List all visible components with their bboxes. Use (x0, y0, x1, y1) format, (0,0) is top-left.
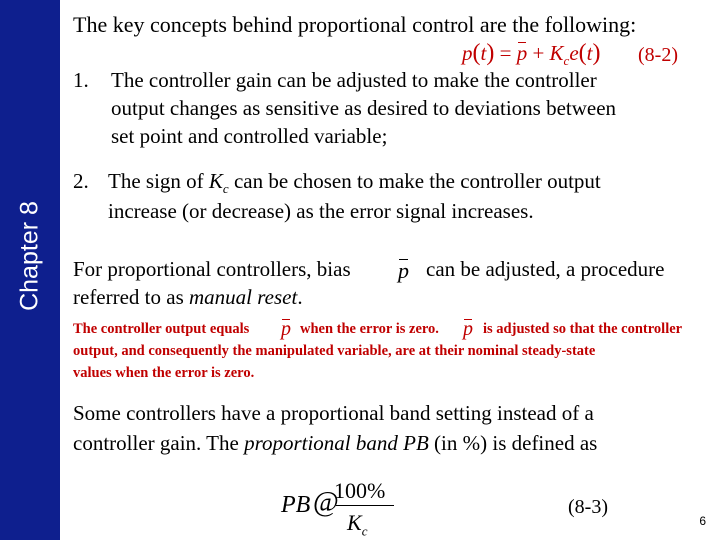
eq-c: c (563, 53, 570, 69)
note-line-2: output, and consequently the manipulated variable, are at their nominal steady-state (73, 343, 596, 359)
item-1-number: 1. (73, 68, 89, 92)
eq-equals: = (499, 41, 512, 65)
note-b: when the error is zero. (300, 321, 439, 337)
eq-8-3-label: (8-3) (568, 496, 608, 518)
item-1-line-1: The controller gain can be adjusted to make the controller (111, 68, 597, 92)
chapter-label: Chapter 8 (15, 201, 44, 311)
note-c: is adjusted so that the controller (483, 321, 683, 337)
eq2-fraction-bar (336, 505, 394, 506)
item-2-number: 2. (73, 169, 89, 193)
note-p-bar-1: p (281, 318, 291, 340)
note-p-bar-2: p (463, 318, 473, 340)
bias-line-1b: can be adjusted, a procedure (426, 257, 665, 281)
page-number: 6 (699, 514, 706, 528)
eq2-lhs: PB (281, 492, 311, 518)
note-line-3: values when the error is zero. (73, 365, 255, 381)
eq-K: K (549, 41, 564, 65)
note-a: The controller output equals (73, 321, 250, 337)
eq-t: t (480, 41, 487, 65)
eq-p: p (462, 41, 473, 65)
equation-8-2: $p(t) = p + K_ce(t)$ (462, 40, 601, 69)
band-line-1: Some controllers have a proportional band setting instead of a (73, 401, 594, 425)
bias-line-1a: For proportional controllers, bias (73, 257, 351, 281)
eq-paren-open: ( (472, 40, 481, 66)
eq-e: e (569, 41, 579, 65)
intro-text: The key concepts behind proportional control are the following: (73, 12, 637, 37)
item-1-line-3: set point and controlled variable; (111, 124, 388, 148)
eq2-numerator: 100% (334, 478, 386, 503)
eq-paren-close: ) (486, 40, 495, 66)
item-2-K: K (208, 169, 223, 193)
bias-p-bar: p (398, 258, 409, 283)
eq-p-bar: p (516, 41, 528, 65)
eq2-denominator: $K_c$ (347, 510, 368, 539)
eq-plus: + (532, 41, 545, 65)
chapter-sidebar (0, 0, 60, 540)
eq-8-2-label: (8-2) (638, 44, 678, 66)
item-2-line-2: increase (or decrease) as the error signal increases. (108, 199, 534, 223)
eq2-rel: @ (313, 487, 339, 518)
band-line-2: controller gain. The proportional band PB (in %) is defined as (73, 431, 598, 455)
item-2-line-1: The sign of $K_c$ can be chosen to make the controller output (108, 169, 601, 197)
item-1-line-2: output changes as sensitive as desired to deviations between (111, 96, 617, 120)
bias-line-2: referred to as manual reset. (73, 285, 303, 309)
